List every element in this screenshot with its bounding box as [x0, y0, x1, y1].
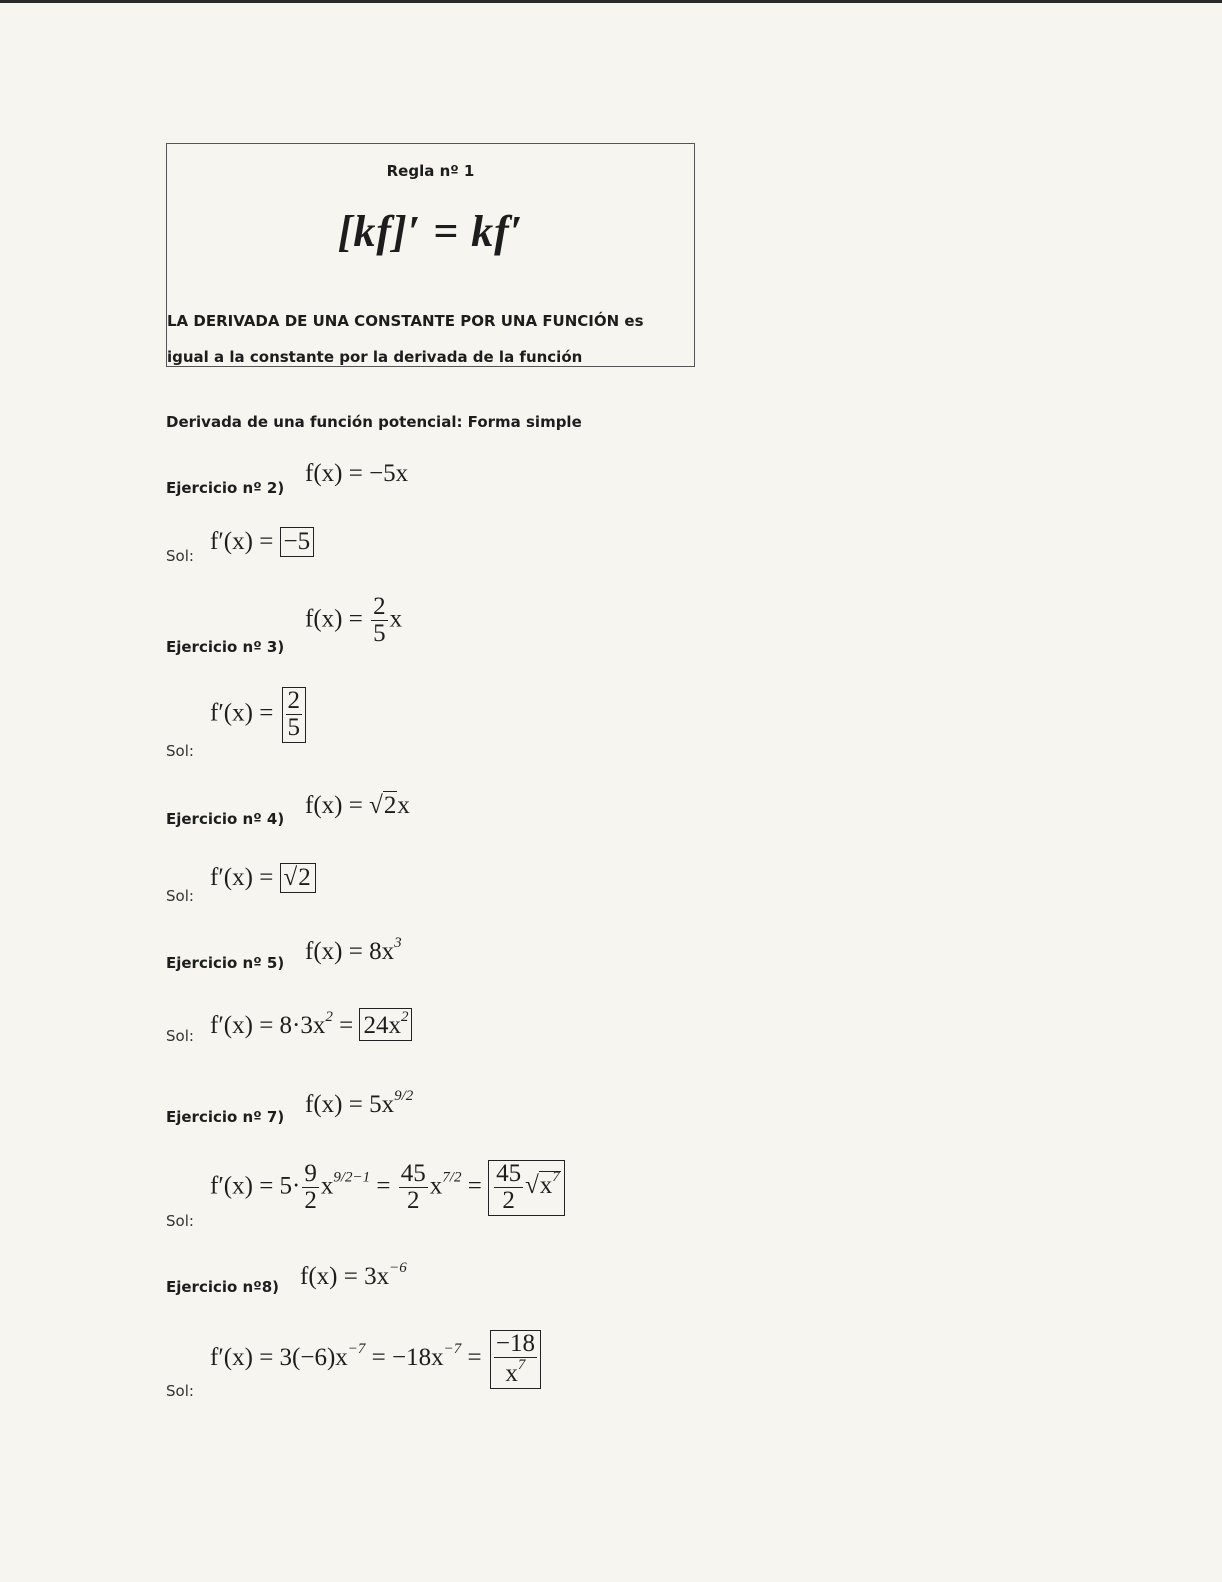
exercise-3-derivative: f′(x) =: [210, 699, 274, 727]
exercise-2-solution: [210, 527, 314, 557]
exponent: 7: [552, 1169, 560, 1186]
exercise-5-solution: [210, 1008, 412, 1041]
rule-title: Regla nº 1: [386, 162, 475, 180]
radicand: 2: [383, 792, 397, 819]
exponent: −6: [389, 1260, 407, 1276]
fraction-denominator: 2: [407, 1187, 420, 1215]
fraction-denominator: 2: [502, 1187, 515, 1215]
page-top-edge: [0, 0, 1222, 3]
exercise-5-function-base: f(x) = 8x: [305, 938, 395, 965]
square-root: $√x^7$: [525, 1169, 560, 1200]
fraction-numerator: 2: [287, 687, 301, 714]
exponent: −7: [347, 1340, 366, 1357]
exercise-5-answer: [359, 1008, 412, 1041]
exercise-7-label: Ejercicio nº 7): [166, 1108, 285, 1126]
exercise-4-label: Ejercicio nº 4): [166, 810, 285, 828]
exercise-4-answer: √2: [280, 863, 316, 893]
exercise-3-function: [305, 594, 402, 648]
section-title: Derivada de una función potencial: Forma simple: [166, 413, 582, 431]
fraction: [399, 1161, 428, 1215]
exponent: 3: [394, 935, 402, 951]
exponent: 9/2: [394, 1088, 414, 1104]
exercise-2-function: f(x) = −5x: [305, 460, 409, 487]
rule-formula: [kf]′ = kf′: [337, 207, 524, 256]
exercise-3-function-variable: x: [389, 605, 403, 633]
rule-box: [166, 143, 695, 367]
exercise-8-sol-label: Sol:: [166, 1382, 194, 1400]
exercise-4-function: [305, 792, 410, 820]
exercise-3-solution: [210, 687, 308, 743]
fraction-denominator: 5: [373, 620, 386, 648]
exercise-7-function: [305, 1088, 413, 1119]
exercise-8-label: Ejercicio nº8): [166, 1278, 279, 1296]
equals-sign: =: [467, 1172, 482, 1200]
equals-sign: =: [467, 1343, 482, 1371]
exercise-8-answer: [490, 1330, 541, 1389]
intermediate-step: = −18x: [371, 1343, 444, 1371]
fraction-numerator: 45: [400, 1160, 426, 1187]
exercise-8-derivative: f′(x) = 3(−6)x: [210, 1343, 348, 1371]
exercise-3-function-prefix: f(x) =: [305, 605, 363, 633]
variable: x: [429, 1172, 443, 1200]
exercise-3-function-fraction: [371, 594, 388, 648]
exercise-8-function-base: f(x) = 3x: [300, 1263, 390, 1290]
rule-description-line-1: LA DERIVADA DE UNA CONSTANTE POR UNA FUNCIÓN es: [167, 312, 644, 330]
fraction-numerator: 45: [496, 1160, 522, 1187]
fraction-denominator: x: [505, 1360, 518, 1388]
exponent: −7: [443, 1340, 462, 1357]
exercise-8-solution: [210, 1330, 543, 1389]
exponent: 7: [517, 1357, 526, 1374]
exercise-7-derivative: f′(x) = 5·: [210, 1172, 301, 1200]
square-root: √2: [369, 792, 397, 819]
exercise-4-solution: [210, 863, 316, 893]
exercise-5-function: [305, 935, 402, 966]
answer-base: 24x: [363, 1012, 401, 1039]
exponent: 9/2−1: [333, 1169, 371, 1186]
radicand: 2: [298, 864, 311, 891]
exercise-3-answer: [282, 687, 307, 743]
radicand: x: [539, 1172, 553, 1200]
exercise-4-function-prefix: f(x) =: [305, 792, 363, 819]
exponent: 2: [325, 1009, 333, 1025]
exercise-7-answer: [488, 1160, 565, 1216]
equals-sign: =: [339, 1012, 354, 1039]
exercise-2-answer: −5: [280, 527, 315, 557]
exercise-8-function: [300, 1260, 407, 1291]
exercise-4-function-variable: x: [397, 792, 410, 819]
exercise-2-sol-label: Sol:: [166, 547, 194, 565]
exercise-2-label: Ejercicio nº 2): [166, 479, 285, 497]
exercise-3-sol-label: Sol:: [166, 742, 194, 760]
exponent: 2: [400, 1009, 409, 1025]
exercise-7-function-base: f(x) = 5x: [305, 1091, 395, 1118]
exponent: 7/2: [442, 1169, 462, 1186]
fraction-numerator: −18: [495, 1330, 535, 1357]
exercise-4-sol-label: Sol:: [166, 887, 194, 905]
fraction: [302, 1161, 319, 1215]
variable: x: [320, 1172, 334, 1200]
rule-description-line-2: igual a la constante por la derivada de la función: [167, 348, 583, 366]
exercise-7-sol-label: Sol:: [166, 1212, 194, 1230]
exercise-3-label: Ejercicio nº 3): [166, 638, 285, 656]
fraction-numerator: 9: [304, 1160, 317, 1187]
fraction-denominator: 2: [304, 1187, 317, 1215]
exercise-5-sol-label: Sol:: [166, 1027, 194, 1045]
fraction-denominator: 5: [287, 714, 301, 742]
exercise-4-derivative: f′(x) =: [210, 864, 274, 891]
exercise-2-derivative: f′(x) =: [210, 528, 274, 555]
fraction-numerator: 2: [373, 593, 386, 620]
exercise-7-solution: [210, 1160, 565, 1216]
exercise-5-label: Ejercicio nº 5): [166, 954, 285, 972]
exercise-5-derivative: f′(x) = 8·3x: [210, 1012, 326, 1039]
equals-sign: =: [376, 1172, 391, 1200]
